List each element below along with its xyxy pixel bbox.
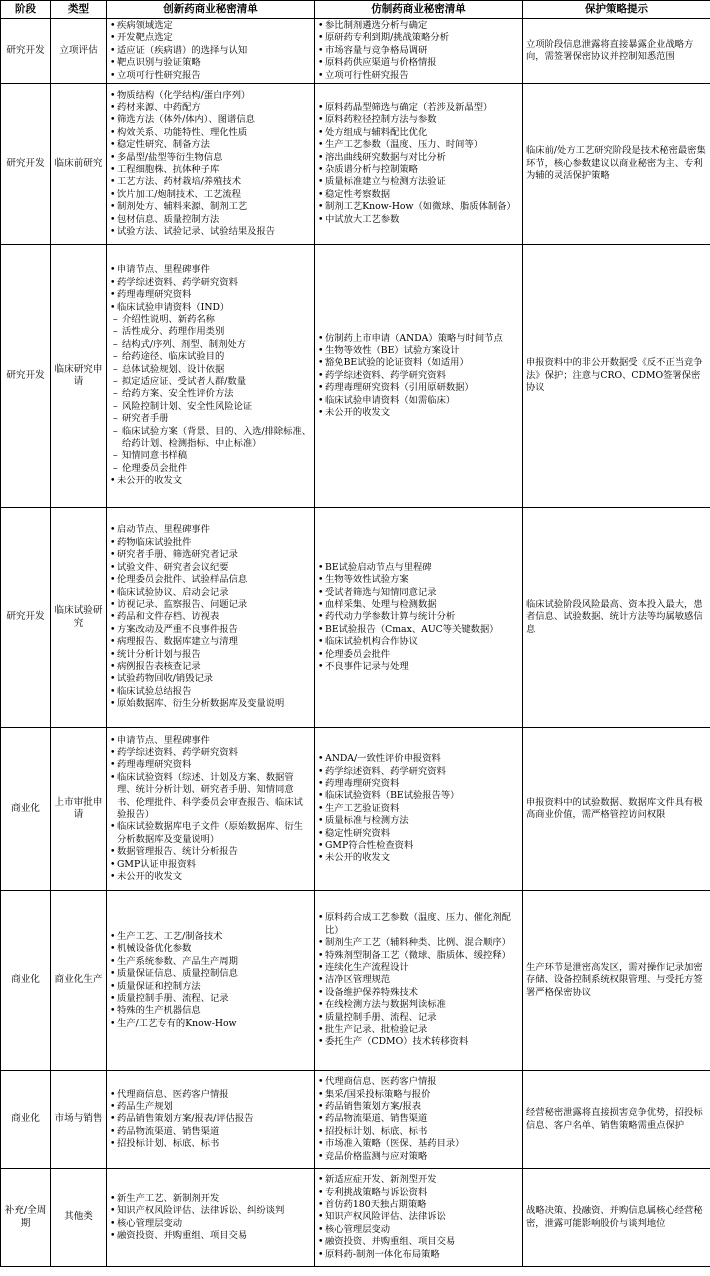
generic-list [317,912,520,1048]
list-item: • 血样采集、处理与检测数据 [317,599,520,611]
innovative-list [109,264,312,487]
list-item: • 伦理委员会批件、试验样品信息 [109,574,312,586]
innovative-list-cell [107,1071,315,1169]
type-cell: 临床试验研究 [51,508,107,728]
stage-cell: 商业化 [1,891,51,1071]
table-body [1,19,710,1267]
list-item: • 启动节点、里程碑事件 [109,524,312,536]
list-item: • 知识产权风险评估、法律诉讼、纠纷谈判 [109,1205,312,1217]
list-item: • 药理毒理研究资料 [109,759,312,771]
innovative-list-cell [107,508,315,728]
list-item: • 专利挑战策略与诉讼资料 [317,1187,520,1199]
list-item: • 适应证（疾病谱）的选择与认知 [109,45,312,57]
list-item: • 仿制药上市申请（ANDA）策略与时间节点 [317,333,520,345]
type-cell: 市场与销售 [51,1071,107,1169]
list-item: • 制剂处方、辅料来源、制剂工艺 [109,201,312,213]
stage-cell: 研究开发 [1,19,51,84]
list-item: • 药理毒理研究资料 [109,289,312,301]
list-item: • 药品生产规划 [109,1101,312,1113]
list-item: • 试验方法、试验记录、试验结果及报告 [109,226,312,238]
list-item: • 试验文件、研究者会议纪要 [109,562,312,574]
table-row [1,1071,710,1169]
strategy-tip-cell: 生产环节是泄密高发区，需对操作记录加密存储、设备控制系统权限管理、与受托方签署严格保密协议 [523,891,710,1071]
list-item: • 中试放大工艺参数 [317,214,520,226]
list-item: • 药品和文件存档、访视表 [109,611,312,623]
list-item: • 处方组成与辅料配比优化 [317,127,520,139]
list-item: • 质量保证信息、质量控制信息 [109,968,312,980]
innovative-list-cell [107,19,315,84]
list-item: • BE试验报告（Cmax、AUC等关键数据） [317,624,520,636]
header-stage: 阶段 [1,1,51,19]
list-item: • 质量标准与检测方法 [317,815,520,827]
list-item: • 生产工艺参数（温度、压力、时间等） [317,139,520,151]
list-item: • 生物等效性（BE）试验方案设计 [317,345,520,357]
list-item: • 申请节点、里程碑事件 [109,264,312,276]
list-item: • 靶点识别与验证策略 [109,57,312,69]
list-item: • 试验药物回收/销毁记录 [109,673,312,685]
table-row [1,508,710,728]
list-item: • 药学综述资料、药学研究资料 [317,370,520,382]
list-item: • 质量标准建立与检测方法验证 [317,176,520,188]
list-item: • 药品销售策划方案/报表 [317,1101,520,1113]
list-item: • 原料药供应渠道与价格情报 [317,57,520,69]
type-cell: 商业化生产 [51,891,107,1071]
list-item: • 药理毒理研究资料（引用原研数据） [317,382,520,394]
innovative-list-cell [107,728,315,891]
list-item: • 生产/工艺专有的Know-How [109,1018,312,1030]
table-row [1,245,710,508]
header-innovative: 创新药商业秘密清单 [107,1,315,19]
strategy-tip-cell: 立项阶段信息泄露将直接暴露企业战略方向，需签署保密协议并控制知悉范围 [523,19,710,84]
table-row [1,728,710,891]
list-item: • 研究者手册、筛选研究者记录 [109,549,312,561]
innovative-list-cell [107,84,315,245]
stage-cell: 研究开发 [1,508,51,728]
generic-list-cell [315,1169,523,1267]
list-item: • 药学综述资料、药学研究资料 [317,766,520,778]
innovative-list [109,735,312,884]
list-item: • 方案改动及严重不良事件报告 [109,624,312,636]
list-item: • 病理报告、数据库建立与清理 [109,636,312,648]
list-item: • 稳定性研究、制备方法 [109,139,312,151]
list-item: • 药品物流渠道、销售渠道 [317,1113,520,1125]
list-item: • 临床试验数据库电子文件（原始数据库、衍生分析数据库及变量说明） [109,821,312,846]
list-item: • 药物临床试验批件 [109,537,312,549]
header-strategy: 保护策略提示 [523,1,710,19]
list-item: • 受试者筛选与知情同意记录 [317,587,520,599]
list-item: • 招投标计划、标底、标书 [317,1126,520,1138]
list-item: • 饮片加工/炮制技术、工艺流程 [109,189,312,201]
generic-list-cell [315,728,523,891]
list-item: • 伦理委员会批件 [317,649,520,661]
list-item: • 原料药晶型筛选与确定（若涉及新晶型） [317,102,520,114]
list-item: • 药品销售策划方案/报表/评估报告 [109,1113,312,1125]
strategy-tip-cell: 申报资料中的试验数据、数据库文件具有极高商业价值，需严格管控访问权限 [523,728,710,891]
list-item: – 拟定适应证、受试者人群/数量 [109,376,312,388]
list-item: – 临床试验方案（背景、目的、入选/排除标准、给药计划、检测指标、中止标准） [109,426,312,451]
list-item: • 设备维护保养特殊技术 [317,987,520,999]
list-item: • 竞品价格监测与应对策略 [317,1151,520,1163]
list-item: • 原料药合成工艺参数（温度、压力、催化剂配比） [317,912,520,937]
list-item: • 多晶型/盐型等衍生物信息 [109,152,312,164]
list-item: • 知识产权风险评估、法律诉讼 [317,1211,520,1223]
stage-cell: 补充/全周期 [1,1169,51,1267]
list-item: • 数据管理报告、统计分析报告 [109,846,312,858]
type-cell: 其他类 [51,1169,107,1267]
list-item: • 临床试验资料（综述、计划及方案、数据管理、统计分析计划、研究者手册、知情同意书、伦理批件、科学委员会审查报告、临床试验报告） [109,772,312,822]
list-item: • 市场容量与竞争格局调研 [317,45,520,57]
list-item: • 原研药专利到期/挑战策略分析 [317,32,520,44]
strategy-tip-cell: 临床试验阶段风险最高、资本投入最大，患者信息、试验数据、统计方法等均属敏感信息 [523,508,710,728]
stage-cell: 研究开发 [1,84,51,245]
list-item: • 生产系统参数、产品生产周期 [109,956,312,968]
header-generic: 仿制药商业秘密清单 [315,1,523,19]
list-item: • 统计分析计划与报告 [109,649,312,661]
type-cell: 上市审批申请 [51,728,107,891]
list-item: • 临床试验协议、启动会记录 [109,587,312,599]
innovative-list [109,90,312,239]
list-item: – 伦理委员会批件 [109,463,312,475]
list-item: • 筛选方法（体外/体内）、图谱信息 [109,114,312,126]
list-item: • 新生产工艺、新制剂开发 [109,1193,312,1205]
list-item: • 疾病领域选定 [109,20,312,32]
innovative-list [109,1193,312,1243]
innovative-list-cell [107,1169,315,1267]
generic-list [317,753,520,865]
list-item: – 介绍性说明、新药名称 [109,314,312,326]
list-item: • 机械设备优化参数 [109,943,312,955]
strategy-tip-cell: 战略决策、投融资、并购信息属核心经营秘密，泄露可能影响股价与谈判地位 [523,1169,710,1267]
list-item: • 病例报告表核查记录 [109,661,312,673]
list-item: • 药材来源、中药配方 [109,102,312,114]
stage-cell: 商业化 [1,728,51,891]
list-item: • 原料药-制剂一体化布局策略 [317,1249,520,1261]
type-cell: 立项评估 [51,19,107,84]
list-item: • 临床试验总结报告 [109,686,312,698]
innovative-list [109,20,312,82]
header-type: 类型 [51,1,107,19]
list-item: – 给药方案、安全性评价方法 [109,388,312,400]
stage-cell: 研究开发 [1,245,51,508]
type-cell: 临床前研究 [51,84,107,245]
list-item: • 新适应症开发、新剂型开发 [317,1174,520,1186]
list-item: • 构效关系、功能特性、理化性质 [109,127,312,139]
type-cell: 临床研究申请 [51,245,107,508]
strategy-tip-cell: 申报资料中的非公开数据受《反不正当竞争法》保护；注意与CRO、CDMO签署保密协议 [523,245,710,508]
list-item: • 质量控制手册、流程、记录 [109,993,312,1005]
generic-list [317,1076,520,1163]
table-row [1,19,710,84]
list-item: • 包材信息、质量控制方法 [109,214,312,226]
list-item: • 原料药粒径控制方法与参数 [317,114,520,126]
list-item: • 立项可行性研究报告 [109,70,312,82]
list-item: • 未公开的收发文 [109,871,312,883]
list-item: – 给药途径、临床试验目的 [109,351,312,363]
list-item: – 结构式/序列、剂型、制剂处方 [109,339,312,351]
generic-list-cell [315,84,523,245]
list-item: • 药品物流渠道、销售渠道 [109,1126,312,1138]
list-item: • 药学综述资料、药学研究资料 [109,277,312,289]
list-item: – 风险控制计划、安全性风险论证 [109,401,312,413]
list-item: • 招投标计划、标底、标书 [109,1138,312,1150]
list-item: • 未公开的收发文 [317,852,520,864]
list-item: • 开发靶点选定 [109,32,312,44]
list-item: • 原始数据库、衍生分析数据库及变量说明 [109,698,312,710]
list-item: • BE试验启动节点与里程碑 [317,562,520,574]
list-item: • 临床试验机构合作协议 [317,636,520,648]
list-item: • 物质结构（化学结构/蛋白序列） [109,90,312,102]
list-item: • 杂质谱分析与控制策略 [317,164,520,176]
list-item: • 特殊剂型制备工艺（微球、脂质体、缓控释） [317,950,520,962]
list-item: – 研究者手册 [109,413,312,425]
list-item: • 生物等效性试验方案 [317,574,520,586]
list-item: • 集采/国采投标策略与报价 [317,1089,520,1101]
generic-list-cell [315,891,523,1071]
list-item: • 委托生产（CDMO）技术转移资料 [317,1036,520,1048]
list-item: • 批生产记录、批检验记录 [317,1024,520,1036]
generic-list-cell [315,1071,523,1169]
list-item: • 核心管理层变动 [109,1218,312,1230]
generic-list-cell [315,508,523,728]
table-row [1,1169,710,1267]
list-item: • 未公开的收发文 [109,475,312,487]
list-item: • 溶出曲线研究数据与对比分析 [317,152,520,164]
list-item: • 融资投资、并购重组、项目交易 [317,1236,520,1248]
list-item: • 洁净区管理规范 [317,974,520,986]
list-item: • 生产工艺验证资料 [317,803,520,815]
list-item: • 工艺方法、药材栽培/养殖技术 [109,176,312,188]
generic-list [317,1174,520,1261]
generic-list [317,562,520,674]
innovative-list [109,524,312,710]
list-item: • 质量控制手册、流程、记录 [317,1012,520,1024]
innovative-list [109,1089,312,1151]
list-item: • 申请节点、里程碑事件 [109,735,312,747]
list-item: • 访视记录、监察报告、问题记录 [109,599,312,611]
list-item: – 知情同意书样稿 [109,450,312,462]
list-item: • 代理商信息、医药客户情报 [109,1089,312,1101]
table-row [1,891,710,1071]
list-item: • 稳定性研究资料 [317,828,520,840]
list-item: • 药学综述资料、药学研究资料 [109,747,312,759]
list-item: • 未公开的收发文 [317,407,520,419]
list-item: • 立项可行性研究报告 [317,70,520,82]
innovative-list-cell [107,245,315,508]
generic-list-cell [315,19,523,84]
list-item: • 质量保证和控制方法 [109,981,312,993]
list-item: • 在线检测方法与数据判读标准 [317,999,520,1011]
list-item: • 药理毒理研究资料 [317,778,520,790]
list-item: • 参比制剂遴选分析与确定 [317,20,520,32]
list-item: • 连续化生产流程设计 [317,962,520,974]
list-item: • 特殊的生产机器信息 [109,1005,312,1017]
list-item: • 首仿药180天独占期策略 [317,1199,520,1211]
list-item: • 代理商信息、医药客户情报 [317,1076,520,1088]
innovative-list [109,931,312,1030]
generic-list [317,20,520,82]
list-item: • 制剂生产工艺（辅料种类、比例、混合顺序） [317,937,520,949]
list-item: • GMP符合性检查资料 [317,840,520,852]
list-item: • 豁免BE试验的论证资料（如适用） [317,357,520,369]
list-item: • 临床试验申请资料（IND） [109,302,312,314]
list-item: • 核心管理层变动 [317,1224,520,1236]
list-item: • 稳定性考察数据 [317,189,520,201]
list-item: • 融资投资、并购重组、项目交易 [109,1230,312,1242]
list-item: – 总体试验规划、设计依据 [109,364,312,376]
list-item: – 活性成分、药理作用类别 [109,326,312,338]
innovative-list-cell [107,891,315,1071]
list-item: • ANDA/一致性评价申报资料 [317,753,520,765]
list-item: • 临床试验申请资料（如需临床） [317,395,520,407]
list-item: • 制剂工艺Know-How（如微球、脂质体制备） [317,201,520,213]
table-header-row [1,1,710,19]
strategy-tip-cell: 临床前/处方工艺研究阶段是技术秘密最密集环节，核心参数建议以商业秘密为主、专利为辅的灵活保护策略 [523,84,710,245]
stage-cell: 商业化 [1,1071,51,1169]
generic-list [317,102,520,226]
list-item: • 临床试验资料（BE试验报告等） [317,790,520,802]
generic-list-cell [315,245,523,508]
list-item: • 生产工艺、工艺/制备技术 [109,931,312,943]
generic-list [317,333,520,420]
table-row [1,84,710,245]
list-item: • 工程细胞株、抗体种子库 [109,164,312,176]
list-item: • 不良事件记录与处理 [317,661,520,673]
list-item: • 市场准入策略（医保、基药目录） [317,1138,520,1150]
list-item: • 药代动力学参数计算与统计分析 [317,611,520,623]
list-item: • GMP认证申报资料 [109,859,312,871]
strategy-tip-cell: 经营秘密泄露将直接损害竞争优势，招投标信息、客户名单、销售策略需重点保护 [523,1071,710,1169]
